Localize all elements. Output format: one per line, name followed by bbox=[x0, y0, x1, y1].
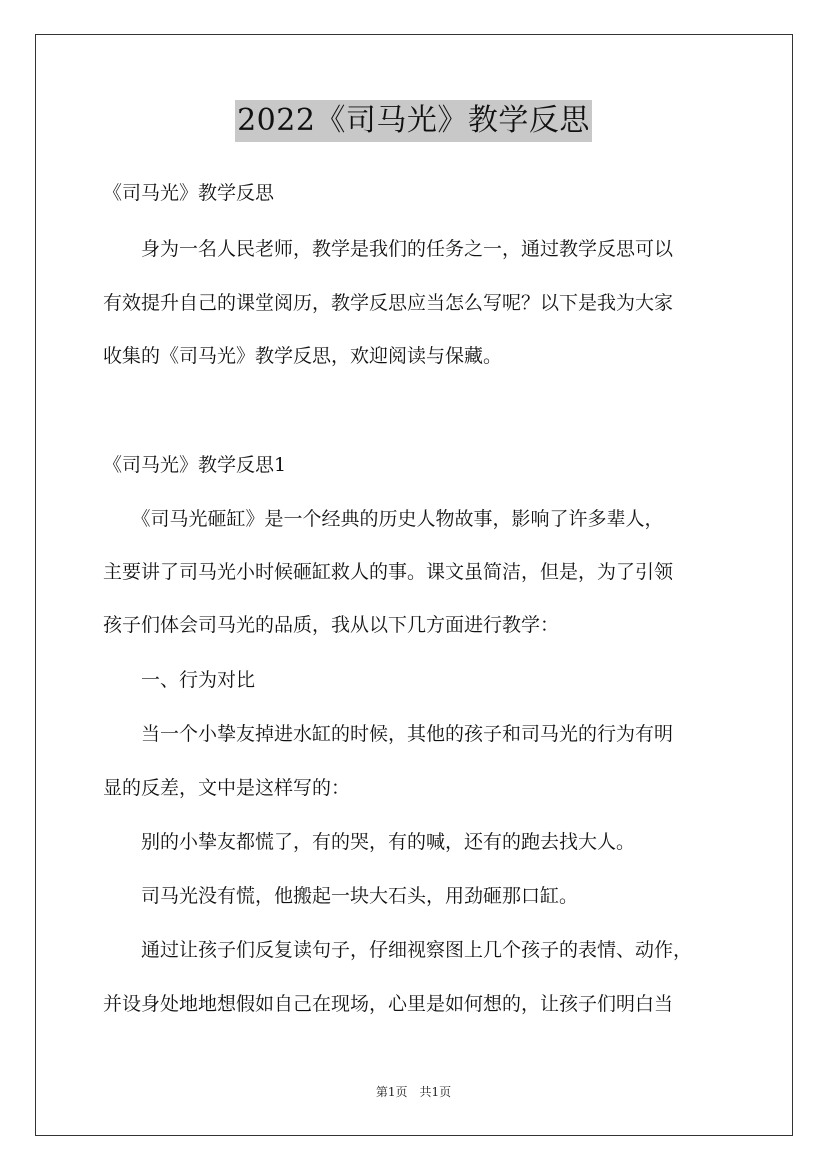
section-heading-1: 《司马光》教学反思1 bbox=[103, 454, 287, 476]
body-line-3: 收集的《司马光》教学反思，欢迎阅读与保藏。 bbox=[103, 345, 503, 367]
body-line-10: 显的反差，文中是这样写的： bbox=[103, 777, 351, 799]
body-line-6: 主要讲了司马光小时候砸缸救人的事。课文虽简洁，但是，为了引领 bbox=[103, 561, 674, 583]
body-line-11: 别的小挚友都慌了，有的哭，有的喊，还有的跑去找大人。 bbox=[103, 831, 636, 853]
body-line-13: 通过让孩子们反复读句子，仔细视察图上几个孩子的表情、动作， bbox=[103, 939, 693, 961]
body-line-14: 并设身处地地想假如自己在现场，心里是如何想的，让孩子们明白当 bbox=[103, 993, 674, 1015]
body-line-1: 身为一名人民老师，教学是我们的任务之一，通过教学反思可以 bbox=[103, 238, 674, 260]
body-line-12: 司马光没有慌，他搬起一块大石头，用劲砸那口缸。 bbox=[103, 885, 579, 907]
document-title: 2022《司马光》教学反思 bbox=[235, 100, 592, 142]
title-container bbox=[0, 100, 827, 142]
body-line-9: 当一个小挚友掉进水缸的时候，其他的孩子和司马光的行为有明 bbox=[103, 723, 674, 745]
body-line-2: 有效提升自己的课堂阅历，教学反思应当怎么写呢？以下是我为大家 bbox=[103, 292, 674, 314]
page-footer: 第1页 共1页 bbox=[375, 1085, 452, 1099]
body-line-5: 《司马光砸缸》是一个经典的历史人物故事，影响了许多辈人， bbox=[103, 508, 664, 530]
body-line-8: 一、行为对比 bbox=[103, 669, 256, 691]
subtitle-line: 《司马光》教学反思 bbox=[103, 182, 275, 204]
body-line-7: 孩子们体会司马光的品质，我从以下几方面进行教学： bbox=[103, 614, 560, 636]
